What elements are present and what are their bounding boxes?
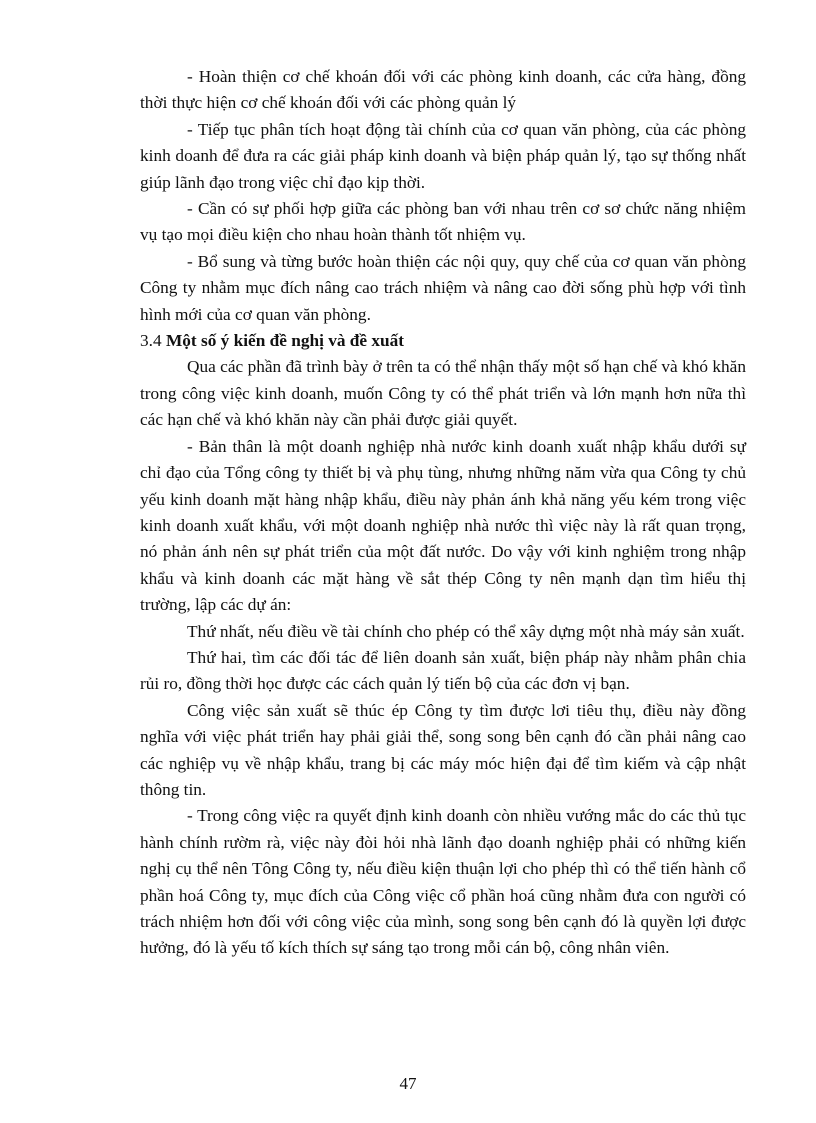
paragraph-han-che-kho-khan: Qua các phần đã trình bày ở trên ta có thể nhận thấy một số hạn chế và khó khăn trong công việc kinh doanh, muốn Công ty có thể phát triển và lớn mạnh hơn nữa thì các hạn chế và khó khăn này cần phải được giải quyết. — [140, 357, 746, 430]
page-body — [140, 64, 746, 962]
page-number: 47 — [399, 1074, 417, 1093]
paragraph-co-phan-hoa: - Trong công việc ra quyết định kinh doanh còn nhiều vướng mắc do các thủ tục hành chính rườm rà, việc này đòi hỏi nhà lãnh đạo doanh nghiệp phải có những kiến nghị cụ thể nên Tông Công ty, nếu điều kiện thuận lợi cho phép thì có thể tiến hành cổ phần hoá Công ty, mục đích của Công việc cổ phần hoá cũng nhằm đưa con người có trách nhiệm hơn đối với công việc của mình, song song bên cạnh đó là quyền lợi được hưởng, đó là yếu tố kích thích sự sáng tạo trong mỗi cán bộ, công nhân viên. — [140, 806, 746, 958]
section-heading — [140, 328, 746, 354]
paragraph-phoi-hop-phong-ban: - Cần có sự phối hợp giữa các phòng ban với nhau trên cơ sơ chức năng nhiệm vụ tạo mọi điều kiện cho nhau hoàn thành tốt nhiệm vụ. — [140, 199, 746, 245]
paragraph-noi-quy-quy-che: - Bổ sung và từng bước hoàn thiện các nội quy, quy chế của cơ quan văn phòng Công ty nhằm mục đích nâng cao trách nhiệm và nâng cao đời sống phù hợp với tình hình mới của cơ quan văn phòng. — [140, 251, 746, 324]
paragraph-cong-viec-san-xuat: Công việc sản xuất sẽ thúc ép Công ty tìm được lơi tiêu thụ, điều này đồng nghĩa với việc phát triển hay phải giải thể, song song bên cạnh đó cần phải nâng cao các nghiệp vụ về nhập khẩu, trang bị các máy móc hiện đại để tìm kiếm và cập nhật thông tin. — [140, 700, 746, 799]
paragraph-thu-nhat: Thứ nhất, nếu điều về tài chính cho phép có thể xây dựng một nhà máy sản xuất. — [187, 621, 745, 641]
section-number: 3.4 — [140, 331, 162, 351]
paragraph-phan-tich-tai-chinh: - Tiếp tục phân tích hoạt động tài chính của cơ quan văn phòng, của các phòng kinh doanh để đưa ra các giải pháp kinh doanh và biện pháp quản lý, tạo sự thống nhất giúp lãnh đạo trong việc chỉ đạo kịp thời. — [140, 119, 746, 192]
paragraph-doanh-nghiep-nha-nuoc: - Bản thân là một doanh nghiệp nhà nước kinh doanh xuất nhập khẩu dưới sự chỉ đạo của Tổng công ty thiết bị và phụ tùng, nhưng những năm vừa qua Công ty chủ yếu kinh doanh mặt hàng nhập khẩu, điều này phản ánh khả năng yếu kém trong việc kinh doanh xuất khẩu, với một doanh nghiệp nhà nước thì việc này là rất quan trọng, nó phản ánh nên sự phát triển của một đất nước. Do vậy với kinh nghiệm trong nhập khẩu và kinh doanh các mặt hàng về sắt thép Công ty nên mạnh dạn tìm hiểu thị trường, lập các dự án: — [140, 436, 746, 615]
paragraph-thu-hai: Thứ hai, tìm các đối tác để liên doanh sản xuất, biện pháp này nhằm phân chia rủi ro, đồng thời học được các cách quản lý tiến bộ của các đơn vị bạn. — [140, 647, 746, 694]
section-title: Một số ý kiến đề nghị và đề xuất — [165, 331, 405, 351]
paragraph-coche-khoan: - Hoàn thiện cơ chế khoán đối với các phòng kinh doanh, các cửa hàng, đồng thời thực hiện cơ chế khoán đối với các phòng quản lý — [140, 67, 746, 113]
